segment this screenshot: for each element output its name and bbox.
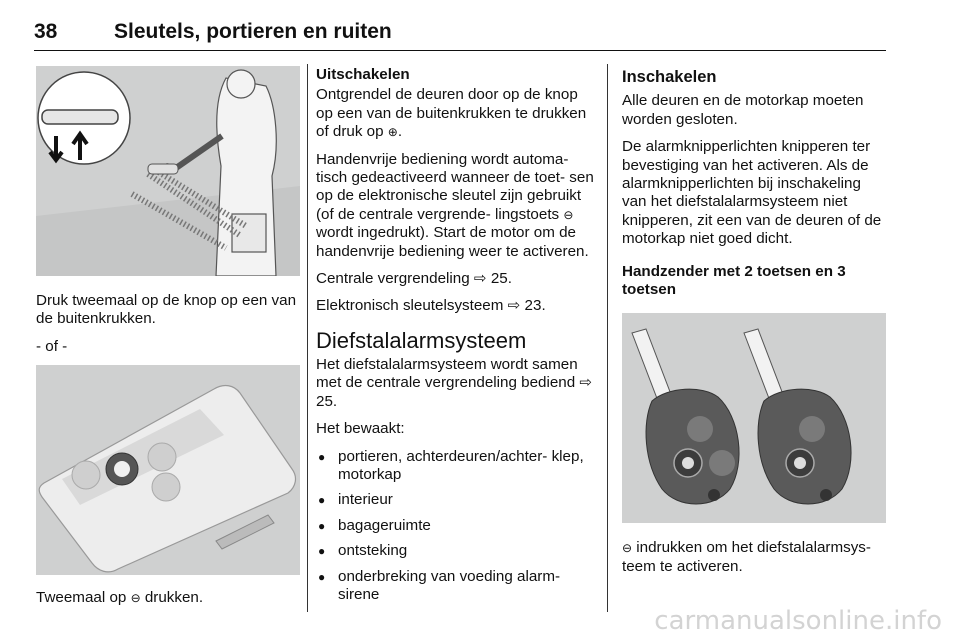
paragraph-monitors: Het bewaakt: xyxy=(316,420,405,438)
reference-central-locking: Centrale vergrendeling ⇨ 25. xyxy=(316,270,512,288)
figure-caption-handles: Druk tweemaal op de knop op een van de buitenkrukken. xyxy=(36,292,297,328)
figure-caption-keycard xyxy=(36,589,300,607)
reference-key-system: Elektronisch sleutelsysteem ⇨ 23. xyxy=(316,297,546,315)
heading-inschakelen: Inschakelen xyxy=(622,68,717,86)
paragraph-unlock xyxy=(316,86,594,141)
lock-icon: ⊖ xyxy=(563,207,574,222)
keycard-figure xyxy=(36,365,300,575)
paragraph-unlock-before: Ontgrendel de deuren door op de knop op een van de buitenkrukken te drukken of druk op xyxy=(316,86,587,141)
page-number: 38 xyxy=(34,20,58,43)
list-item: ● bagageruimte xyxy=(338,517,594,535)
paragraph-alarm-intro: Het diefstalalarmsysteem wordt samen met de centrale vergrendeling bediend ⇨ 25. xyxy=(316,355,593,410)
heading-remote-keys: Handzender met 2 toetsen en 3 toetsen xyxy=(622,262,846,299)
paragraph-doors-closed: Alle deuren en de motorkap moeten worden gesloten. xyxy=(622,92,864,128)
or-separator: - of - xyxy=(36,337,68,355)
column-divider-right xyxy=(607,64,608,612)
column-right xyxy=(622,66,888,585)
door-handle-figure xyxy=(36,66,300,276)
watermark: carmanualsonline.info xyxy=(654,606,942,636)
heading-diefstalalarmsysteem: Diefstalalarmsysteem xyxy=(316,327,527,353)
door-handle-illustration xyxy=(36,66,300,276)
remote-keys-illustration xyxy=(622,313,886,523)
column-divider-left xyxy=(307,64,308,612)
list-item: ● interieur xyxy=(338,491,594,509)
lock-icon: ⊖ xyxy=(130,591,141,606)
list-item: ● ontsteking xyxy=(338,542,594,560)
caption-remote-after: indrukken om het diefstalalarmsys- teem te activeren. xyxy=(622,539,871,575)
column-left xyxy=(36,66,300,617)
chapter-title: Sleutels, portieren en ruiten xyxy=(114,20,392,43)
heading-uitschakelen: Uitschakelen xyxy=(316,66,410,83)
caption-keycard-after: drukken. xyxy=(140,589,204,607)
monitored-list xyxy=(316,448,594,605)
lock-icon: ⊖ xyxy=(622,541,633,556)
list-item: ● portieren, achterdeuren/achter- klep, motorkap xyxy=(338,448,594,485)
page-header xyxy=(34,14,886,51)
paragraph-handsfree-before: Handenvrije bediening wordt automa- tisch gedeactiveerd wanneer de toet- sen op de elektronische sleutel zijn gebruikt (of de centrale vergrende- lingstoets xyxy=(316,150,594,223)
column-middle xyxy=(316,66,594,611)
paragraph-hazard-lights: De alarmknipperlichten knipperen ter bevestiging van het activeren. Als de alarmknipperlichten bij inschakeling van het diefstalalarmsysteem niet knipperen, zit een van de deuren of de motorkap niet goed dicht. xyxy=(622,138,882,248)
paragraph-unlock-after: . xyxy=(397,123,403,141)
unlock-icon: ⊕ xyxy=(387,125,398,140)
keycard-illustration xyxy=(36,365,300,575)
caption-keycard-before: Tweemaal op xyxy=(36,589,131,607)
list-item: ● onderbreking van voeding alarm- sirene xyxy=(338,568,594,605)
remote-keys-figure xyxy=(622,313,886,523)
paragraph-handsfree-after: wordt ingedrukt). Start de motor om de handenvrije bediening weer te activeren. xyxy=(316,224,589,260)
paragraph-handsfree xyxy=(316,151,594,261)
figure-caption-remote xyxy=(622,539,888,576)
